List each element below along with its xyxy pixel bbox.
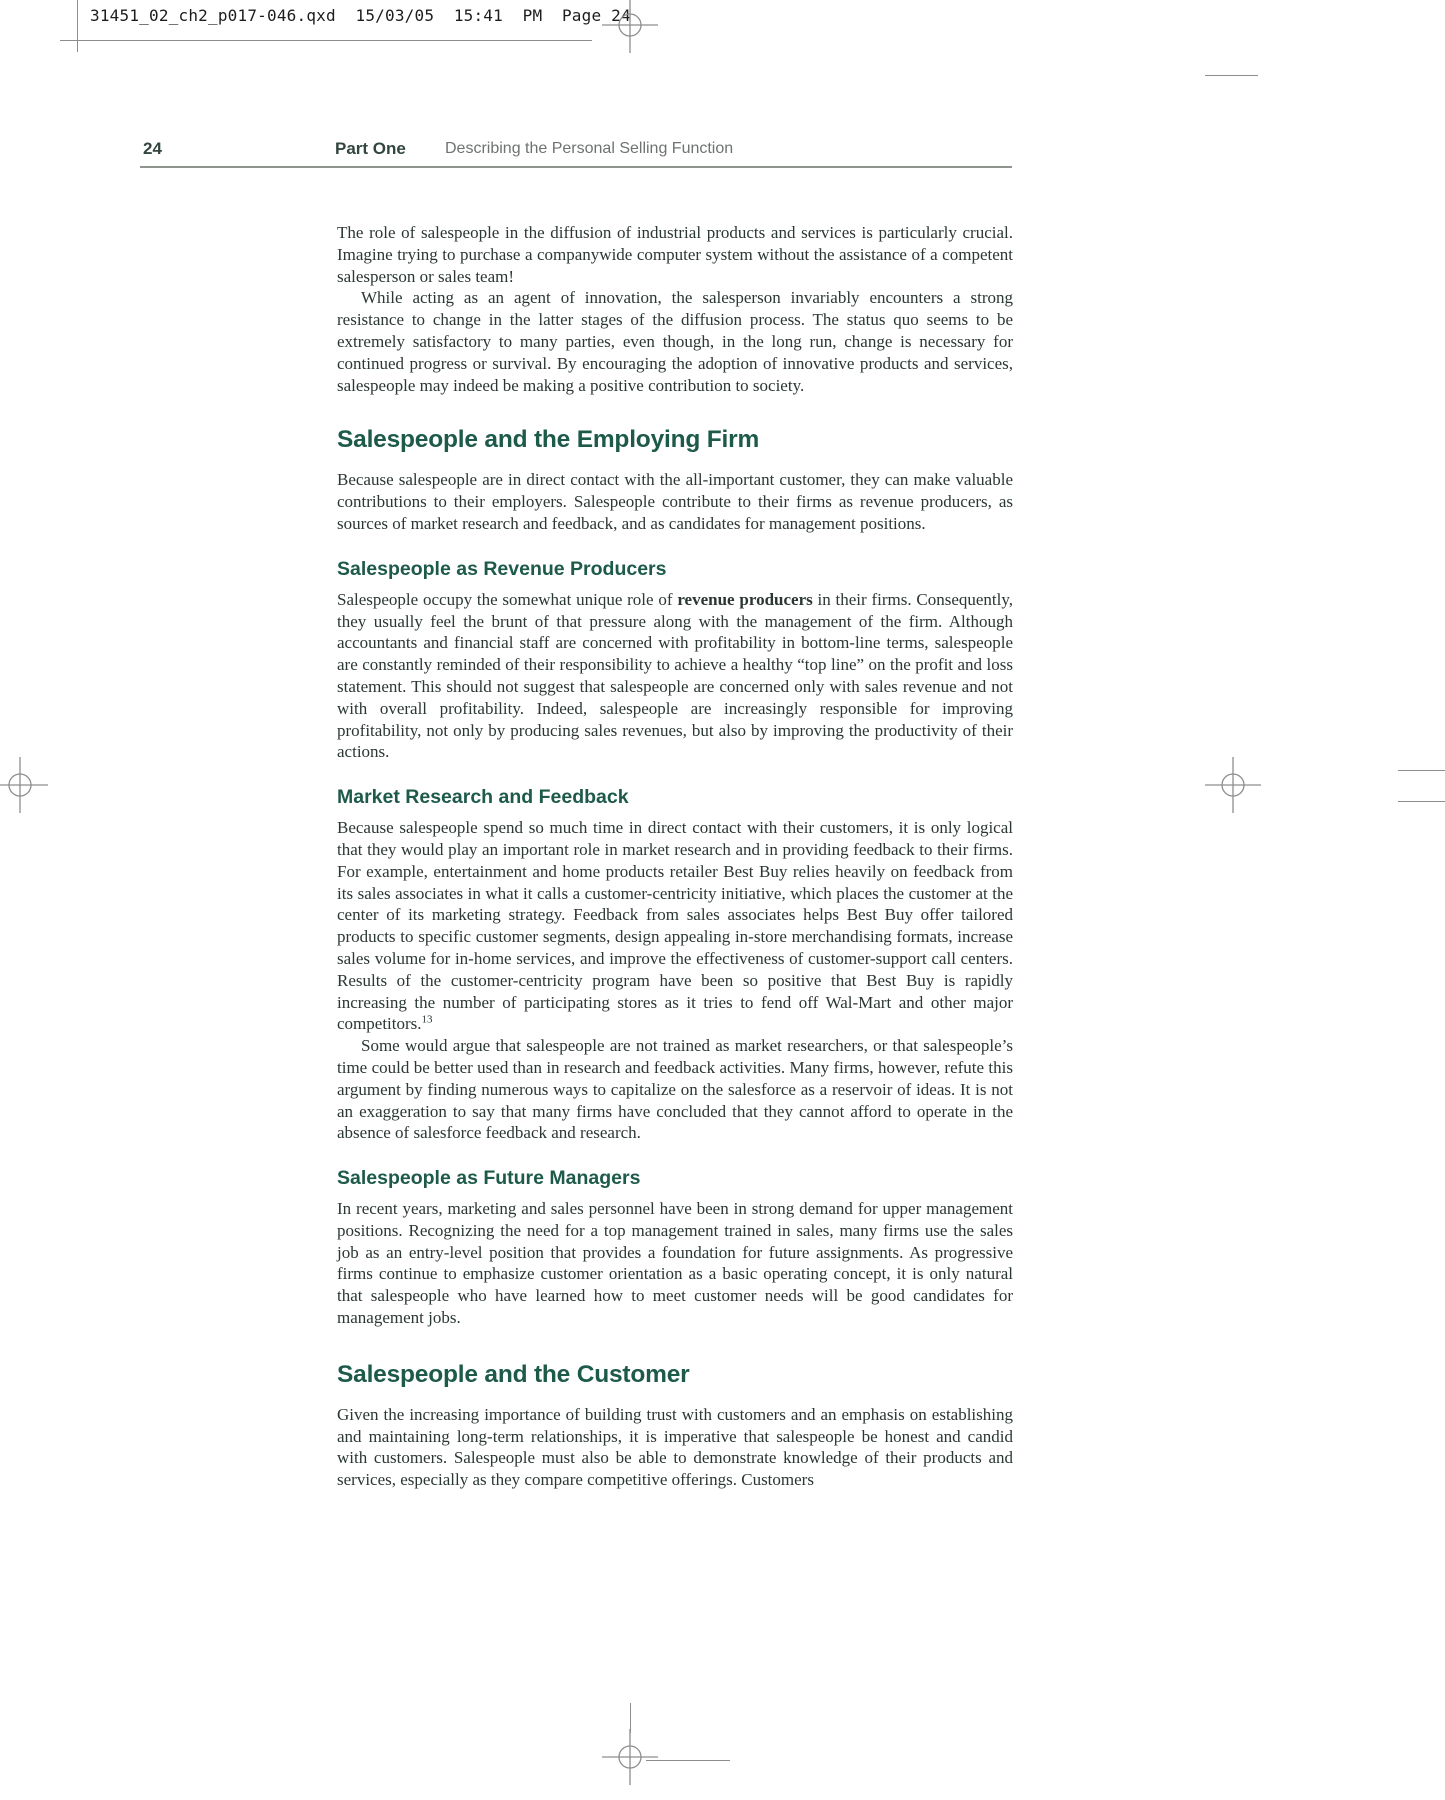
paragraph-salesforce-ideas: Some would argue that salespeople are not trained as market researchers, or that salespeople’s time could be better used than in research and feedback activities. Many firms, however, refute this argument by finding numerous ways to capitalize on the salesforce as a reservoir of ideas. It is not an exaggeration to say that many firms have concluded that they cannot afford to operate in the absence of salesforce feedback and research. [337,1036,1013,1143]
crop-line-bottom-right [646,1760,730,1761]
subsection-heading-future-managers: Salespeople as Future Managers [337,1167,641,1190]
subsection-heading-market-research: Market Research and Feedback [337,786,629,809]
crop-tick-right-lower [1398,801,1445,802]
running-title: Describing the Personal Selling Function [445,140,734,157]
page-number: 24 [143,139,162,158]
part-label: Part One [335,139,406,158]
footnote-reference: 13 [421,1013,433,1026]
paragraph-future-managers: In recent years, marketing and sales personnel have been in strong demand for upper management positions. Recognizing the need for a top management trained in sales, many firms use the sales job as an entry-level position that provides a foundation for future assignments. As progressive firms continue to emphasize customer orientation as a basic operating concept, it is only natural that salespeople who have learned how to meet customer needs will be good candidates for management jobs. [337,1199,1013,1328]
crop-vertical-top-left [77,0,78,52]
registration-mark-bottom-center [602,1729,658,1785]
crop-tick-right-upper [1398,770,1445,771]
paragraph-text: Salespeople occupy the somewhat unique role of [337,589,678,609]
paragraph-customer-trust: Given the increasing importance of building trust with customers and an emphasis on establishing and maintaining long-term relationships, it is imperative that salespeople be honest and candid with customers. Salespeople must also be able to demonstrate knowledge of their products and services, especially as they compare competitive offerings. Customers [337,1404,1013,1490]
crop-rule-top [60,40,592,41]
subsection-heading-revenue-producers: Salespeople as Revenue Producers [337,557,667,580]
registration-mark-top-center [602,0,658,53]
crop-tick-top-right [1205,75,1258,76]
paragraph-agent-of-innovation: While acting as an agent of innovation, the salesperson invariably encounters a strong resistance to change in the latter stages of the diffusion process. The status quo seems to be extremely satisfactory to many parties, even though, in the long run, change is necessary for continued progress or survival. By encouraging the adoption of innovative products and services, salespeople may indeed be making a positive contribution to society. [337,288,1013,395]
paragraph-market-research [337,817,1013,1035]
paragraph-text: Because salespeople spend so much time in direct contact with their customers, it is only logical that they would play an important role in market research and in providing feedback to their firms. For example, entertainment and home products retailer Best Buy relies heavily on feedback from its sales associates in what it calls a customer-centricity initiative, which places the customer at the center of its marketing strategy. Feedback from sales associates helps Best Buy offer tailored products to specific customer segments, design appealing in-store merchandising formats, increase sales volume for in-home services, and improve the effectiveness of customer-support call centers. Results of the customer-centricity program have been so positive that Best Buy is rapidly increasing the number of participating stores as it tries to fend off Wal-Mart and other major competitors. [337,818,1013,1034]
body-column [337,222,1013,1491]
header-rule [140,166,1012,168]
page-header [140,139,1012,169]
slug-line: 31451_02_ch2_p017-046.qxd 15/03/05 15:41 PM Page 24 [90,6,631,25]
bold-term-revenue-producers: revenue producers [677,589,813,609]
paragraph-diffusion-role: The role of salespeople in the diffusion of industrial products and services is particularly crucial. Imagine trying to purchase a companywide computer system without the assistance of a competent salesperson or sales team! [337,223,1013,286]
paragraph-revenue-producers [337,589,1013,763]
registration-mark-left [0,757,48,813]
section-heading-customer: Salespeople and the Customer [337,1360,690,1388]
registration-mark-right [1205,757,1261,813]
paragraph-employing-firm-intro: Because salespeople are in direct contact with the all-important customer, they can make valuable contributions to their employers. Salespeople contribute to their firms as revenue producers, as sources of market research and feedback, and as candidates for management positions. [337,470,1013,533]
paragraph-text: in their firms. Consequently, they usually feel the brunt of that pressure along with the management of the firm. Although accountants and financial staff are concerned with profitability in bottom-line terms, salespeople are constantly reminded of their responsibility to achieve a healthy “top line” on the profit and loss statement. This should not suggest that salespeople are concerned only with sales revenue and not with overall profitability. Indeed, salespeople are increasingly responsible for improving profitability, not only by producing sales revenues, but also by improving the productivity of their actions. [337,589,1013,762]
section-heading-employing-firm: Salespeople and the Employing Firm [337,426,760,454]
